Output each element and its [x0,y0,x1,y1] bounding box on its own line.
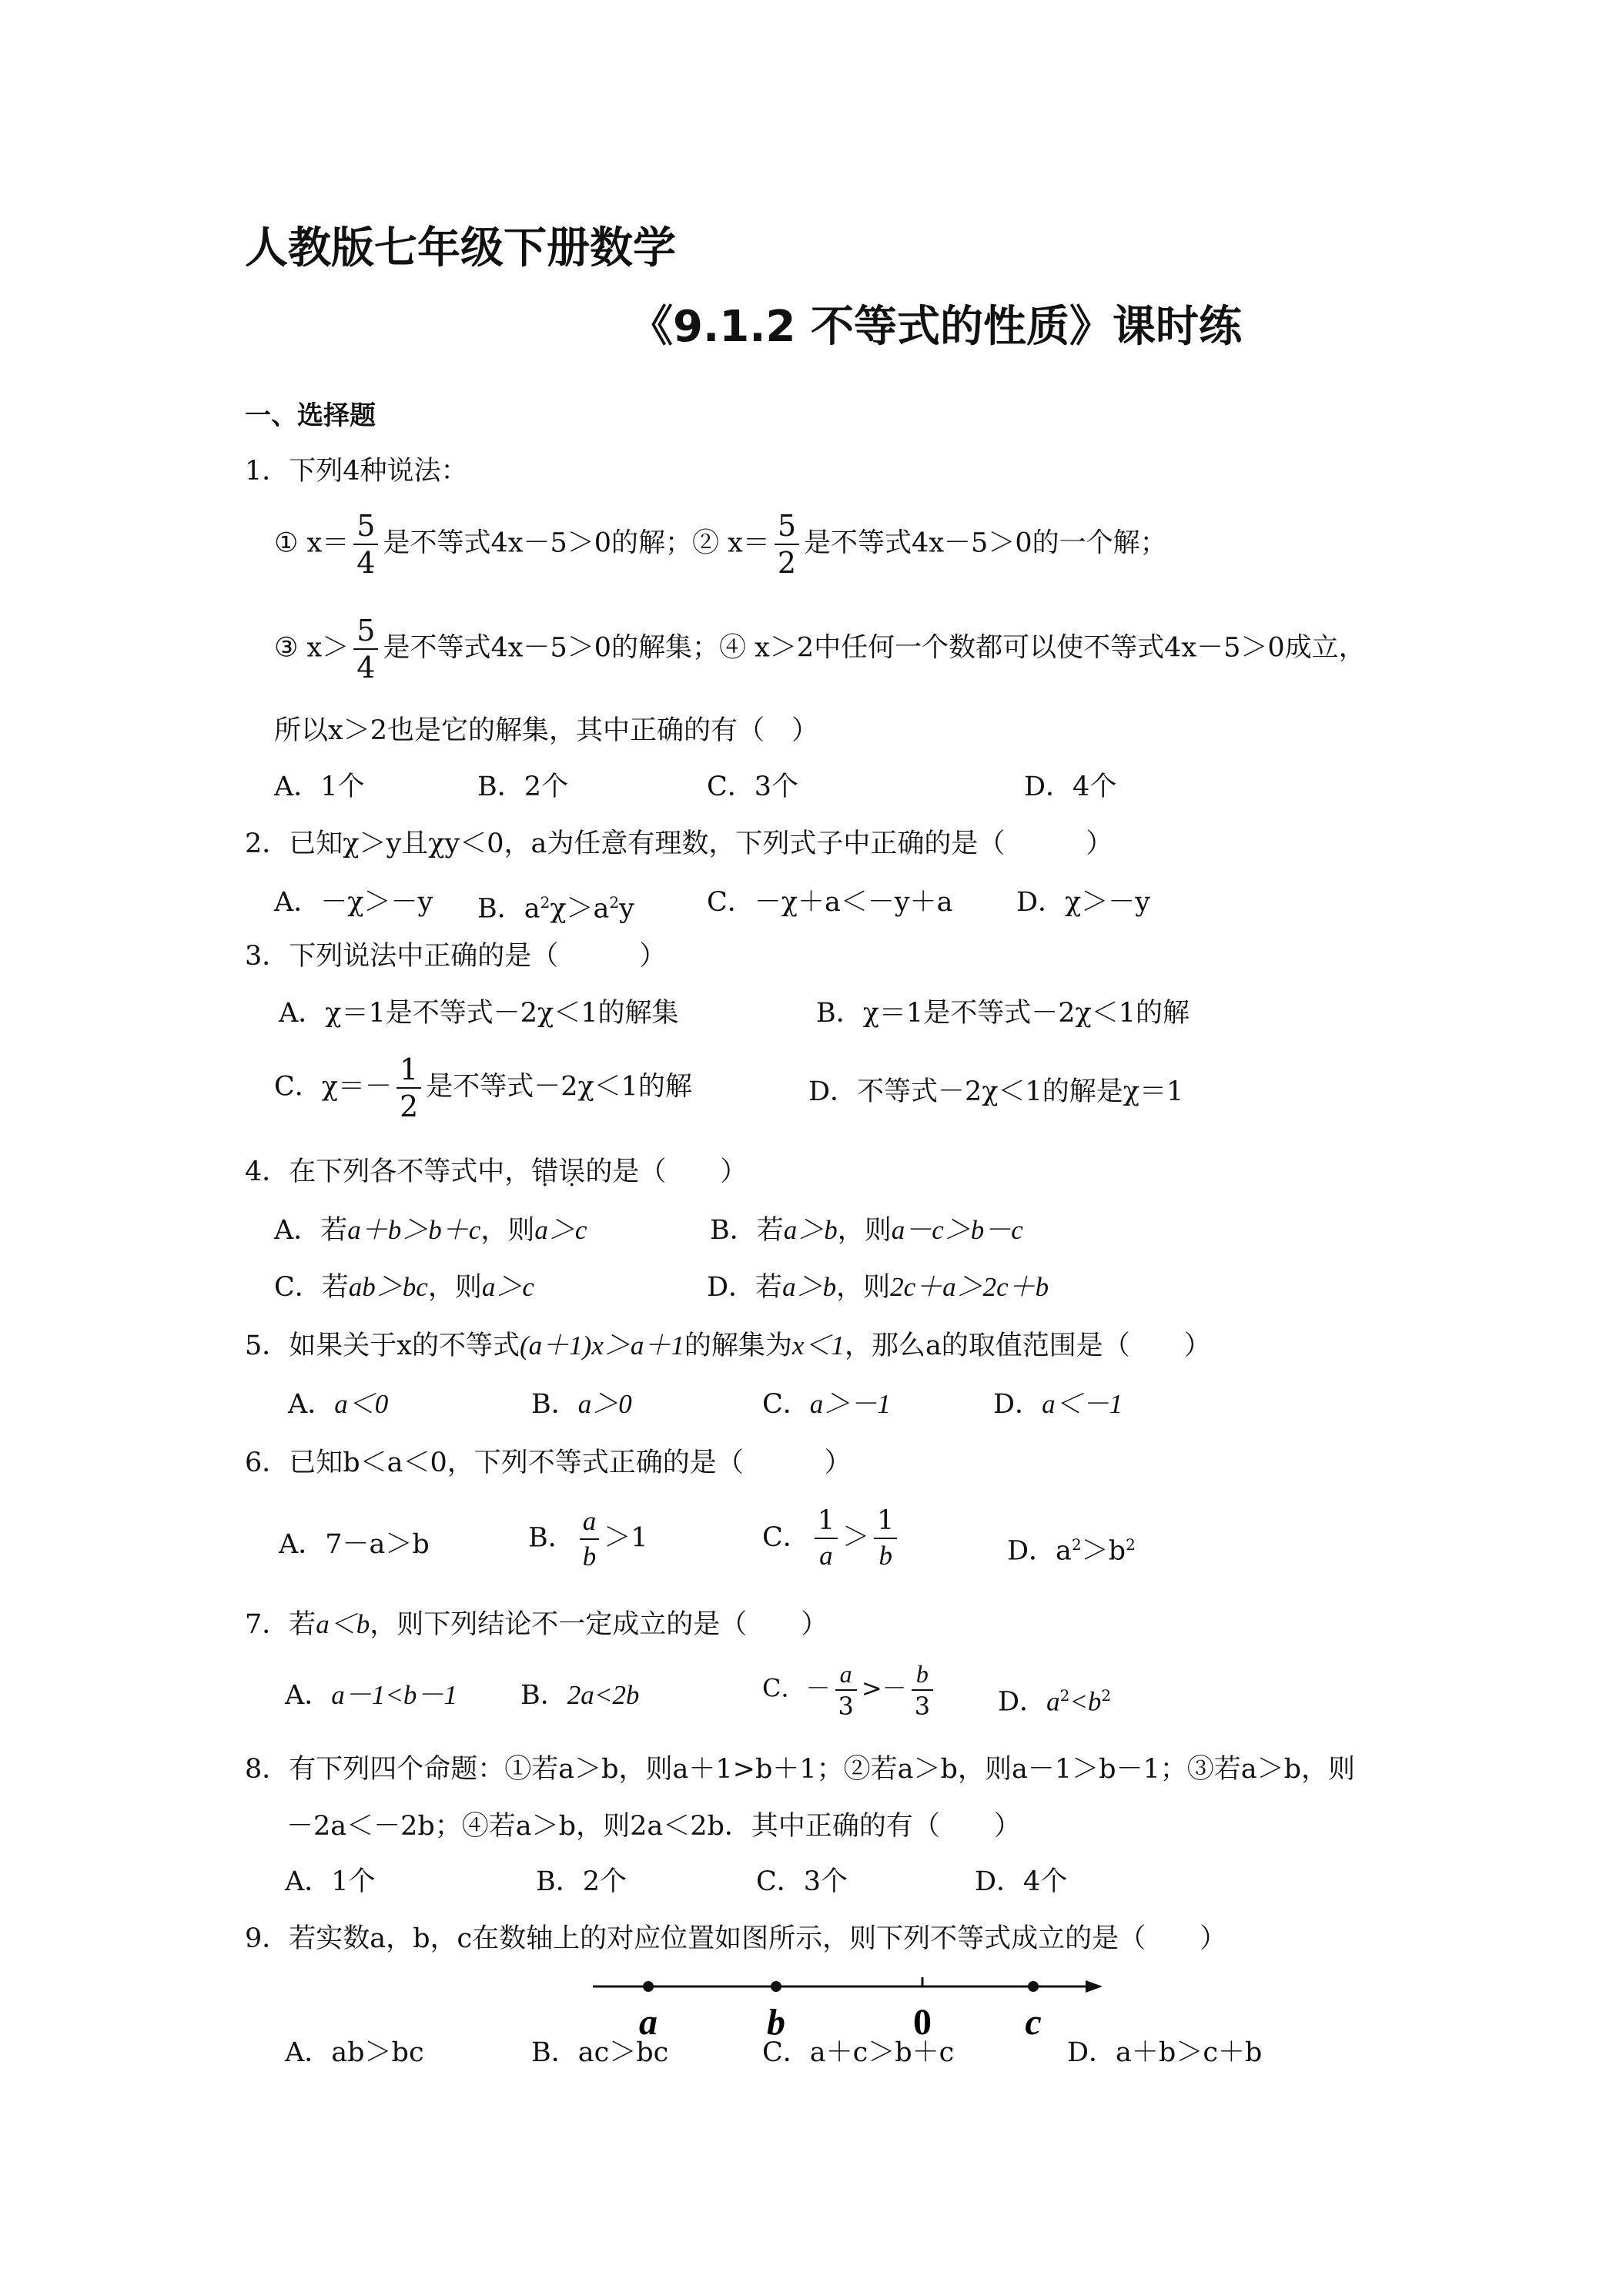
label-a: a [639,2002,658,2043]
q1-option-a[interactable]: A．1个 [274,771,365,802]
q7-option-d[interactable]: D．$a^2<b^2$ [998,1686,1112,1718]
page-title: 人教版七年级下册数学 [245,223,676,273]
q5-option-c[interactable]: C．a＞－1 [762,1389,891,1420]
q6-option-c[interactable]: C． $\frac{1}{a}$ ＞ $\frac{1}{b}$ [762,1508,902,1570]
q9-stem: 9．若实数a，b，c在数轴上的对应位置如图所示，则下列不等式成立的是（ ） [245,1923,1227,1954]
q1-option-d[interactable]: D．4个 [1024,771,1117,802]
q8-option-a[interactable]: A．1个 [285,1866,376,1897]
q5-option-a[interactable]: A．a＜0 [288,1389,389,1420]
q9-option-b[interactable]: B．ac＞bc [531,2037,669,2068]
q9-option-c[interactable]: C．a＋c＞b＋c [762,2037,955,2068]
q8-line2: －2a＜－2b；④若a＞b，则2a＜2b．其中正确的有（ ） [286,1811,1021,1842]
q8-option-b[interactable]: B．2个 [536,1866,627,1897]
q1-line2: ③ x＞ $\frac{5}{4}$ 是不等式4x－5＞0的解集；④ x＞2中任何一个数都可以使不等式4x－5＞0成立， [274,614,1366,684]
q7-option-b[interactable]: B．2a<2b [520,1680,640,1711]
q4-stem: 4．在下列各不等式中，错误的是（ ） [245,1156,748,1187]
q1-stem: 1．下列4种说法： [245,456,468,487]
q5-option-d[interactable]: D．a＜－1 [993,1389,1123,1420]
q2-option-b[interactable]: B．$a^2\chi>a^2y$ [477,893,634,925]
q2-option-d[interactable]: D．χ＞－y [1016,887,1151,918]
section-heading: 一、选择题 [245,400,376,431]
q4-option-a[interactable]: A．若a＋b＞b＋c，则a＞c [274,1215,587,1246]
q5-option-b[interactable]: B．a＞0 [531,1389,632,1420]
q3-option-d[interactable]: D．不等式－2χ＜1的解是χ＝1 [808,1076,1184,1107]
q1-option-c[interactable]: C．3个 [707,771,799,802]
q4-option-d[interactable]: D．若a＞b，则2c＋a＞2c＋b [707,1272,1049,1303]
q7-option-c[interactable]: C．－ $\frac{a}{3}$ >－ $\frac{b}{3}$ [762,1662,938,1719]
q2-stem: 2．已知χ＞y且χy＜0，a为任意有理数，下列式子中正确的是（ ） [245,828,1113,859]
label-b: b [767,2002,785,2043]
q3-option-a[interactable]: A．χ＝1是不等式－2χ＜1的解集 [279,998,679,1029]
q4-option-b[interactable]: B．若a＞b，则a－c＞b－c [710,1215,1023,1246]
q2-option-a[interactable]: A．－χ＞－y [274,887,433,918]
q8-option-d[interactable]: D．4个 [975,1866,1068,1897]
q2-option-c[interactable]: C．－χ＋a＜－y＋a [707,887,953,918]
label-c: c [1025,2002,1042,2043]
q7-stem: 7．若a＜b，则下列结论不一定成立的是（ ） [245,1609,828,1640]
q9-option-d[interactable]: D．a＋b＞c＋b [1067,2037,1263,2068]
q6-option-a[interactable]: A．7－a＞b [279,1529,430,1560]
q3-stem: 3．下列说法中正确的是（ ） [245,941,667,972]
label-zero: 0 [913,2002,932,2043]
q5-stem: 5．如果关于x的不等式(a＋1)x＞a＋1的解集为x＜1，那么a的取值范围是（ ） [245,1330,1211,1361]
q6-option-d[interactable]: D．$a^2>b^2$ [1007,1535,1136,1567]
q3-option-b[interactable]: B．χ＝1是不等式－2χ＜1的解 [816,998,1190,1029]
point-c [1028,1981,1039,1992]
q8-line1: 8．有下列四个命题：①若a＞b，则a＋1>b＋1；②若a＞b，则a－1＞b－1；③若a＞b，则 [245,1754,1356,1785]
q1-option-b[interactable]: B．2个 [477,771,568,802]
q1-line1: ① x＝ $\frac{5}{4}$ 是不等式4x－5＞0的解；② x＝ $\frac{5}{2}$ 是不等式4x－5＞0的一个解； [274,509,1167,580]
q8-option-c[interactable]: C．3个 [756,1866,848,1897]
q6-option-b[interactable]: B． $\frac{a}{b}$ ＞1 [528,1506,648,1571]
point-b [771,1981,781,1992]
q1-line3: 所以x＞2也是它的解集，其中正确的有（ ） [274,715,819,746]
point-a [643,1981,654,1992]
q6-stem: 6．已知b＜a＜0，下列不等式正确的是（ ） [245,1448,852,1478]
q9-option-a[interactable]: A．ab＞bc [285,2037,424,2068]
page-subtitle: 《9.1.2 不等式的性质》课时练 [630,302,1242,352]
q3-option-c[interactable]: C．χ＝－ $\frac{1}{2}$ 是不等式－2χ＜1的解 [274,1053,692,1123]
q7-option-a[interactable]: A．a－1<b－1 [285,1680,457,1711]
q4-option-c[interactable]: C．若ab＞bc，则a＞c [274,1272,534,1303]
number-line-arrow [1086,1980,1103,1993]
